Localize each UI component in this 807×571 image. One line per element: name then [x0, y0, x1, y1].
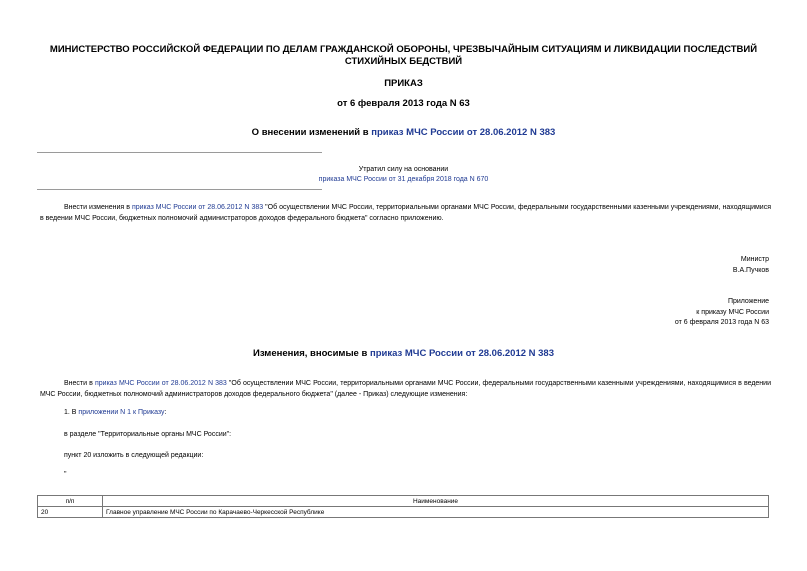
table-row [38, 507, 769, 518]
body-paragraph-rest: "Об осуществлении МЧС России, территориальными органами МЧС России, федеральными государственными казенными учреждениями, находящимися в ведении МЧС России, бюджетных полномочий администраторов доходов федерального бюджета" согласно приложению. [40, 204, 772, 222]
order-670-link[interactable]: приказа МЧС России от 31 декабря 2018 года N 670 [318, 176, 489, 183]
changes-paragraph [40, 379, 771, 400]
changes-paragraph-prefix: Внести в [64, 380, 95, 387]
changes-heading-prefix: Изменения, вносимые в [252, 348, 370, 359]
ministry-heading: МИНИСТЕРСТВО РОССИЙСКОЙ ФЕДЕРАЦИИ ПО ДЕЛАМ ГРАЖДАНСКОЙ ОБОРОНЫ, ЧРЕЗВЫЧАЙНЫМ СИТУАЦИЯМ И ЛИКВИДАЦИИ ПОСЛЕДСТВИЙ СТИХИЙНЫХ БЕДСТВИЙ [49, 44, 758, 67]
order-type-heading: ПРИКАЗ [384, 78, 423, 89]
lost-force-text: Утратил силу на основании [358, 166, 449, 173]
quote-mark: " [64, 471, 67, 478]
signature-position: Министр [740, 256, 769, 263]
changes-heading [0, 348, 807, 359]
body-paragraph [40, 203, 771, 224]
change-item-1 [64, 408, 166, 418]
lost-force-note [40, 165, 767, 185]
table-header-name: Наименование [103, 496, 769, 507]
document-title [0, 127, 807, 138]
divider-top [37, 152, 322, 153]
change-item-1-suffix: : [164, 409, 167, 416]
changes-paragraph-rest: "Об осуществлении МЧС России, территориальными органами МЧС России, федеральными государственными казенными учреждениями, находящимися в ведении МЧС России, бюджетных полномочий администраторов доходов федерального бюджета" (далее - Приказ) следующие изменения: [40, 380, 771, 398]
appendix-1-link[interactable]: приложении N 1 к Приказу [78, 409, 165, 416]
appendix-note [675, 297, 769, 329]
changes-order-383-link[interactable]: приказ МЧС России от 28.06.2012 N 383 [369, 348, 554, 359]
signature-name: В.А.Пучков [732, 266, 769, 274]
signature-block [733, 255, 769, 276]
order-383-link[interactable]: приказ МЧС России от 28.06.2012 N 383 [371, 127, 556, 138]
order-date-heading: от 6 февраля 2013 года N 63 [337, 98, 470, 109]
departments-table [37, 495, 769, 518]
appendix-line-2: к приказу МЧС России [696, 308, 769, 316]
body-paragraph-prefix: Внести изменения в [64, 204, 132, 211]
change-item-1-prefix: 1. В [64, 409, 79, 416]
appendix-line-1: Приложение [727, 298, 769, 305]
changes-paragraph-order-link[interactable]: приказ МЧС России от 28.06.2012 N 383 [95, 380, 227, 387]
table-cell-number: 20 [38, 507, 103, 518]
divider-bottom [37, 189, 322, 190]
change-item-3: пункт 20 изложить в следующей редакции: [64, 452, 204, 459]
table-header-row [38, 496, 769, 507]
table-cell-name: Главное управление МЧС России по Карачаево-Черкесской Республике [103, 507, 769, 518]
change-item-2: в разделе "Территориальные органы МЧС России": [64, 431, 232, 438]
body-order-383-link[interactable]: приказ МЧС России от 28.06.2012 N 383 [131, 204, 264, 211]
table-header-number: п/п [38, 496, 103, 507]
appendix-line-3: от 6 февраля 2013 года N 63 [674, 319, 769, 326]
document-title-prefix: О внесении изменений в [251, 127, 372, 138]
